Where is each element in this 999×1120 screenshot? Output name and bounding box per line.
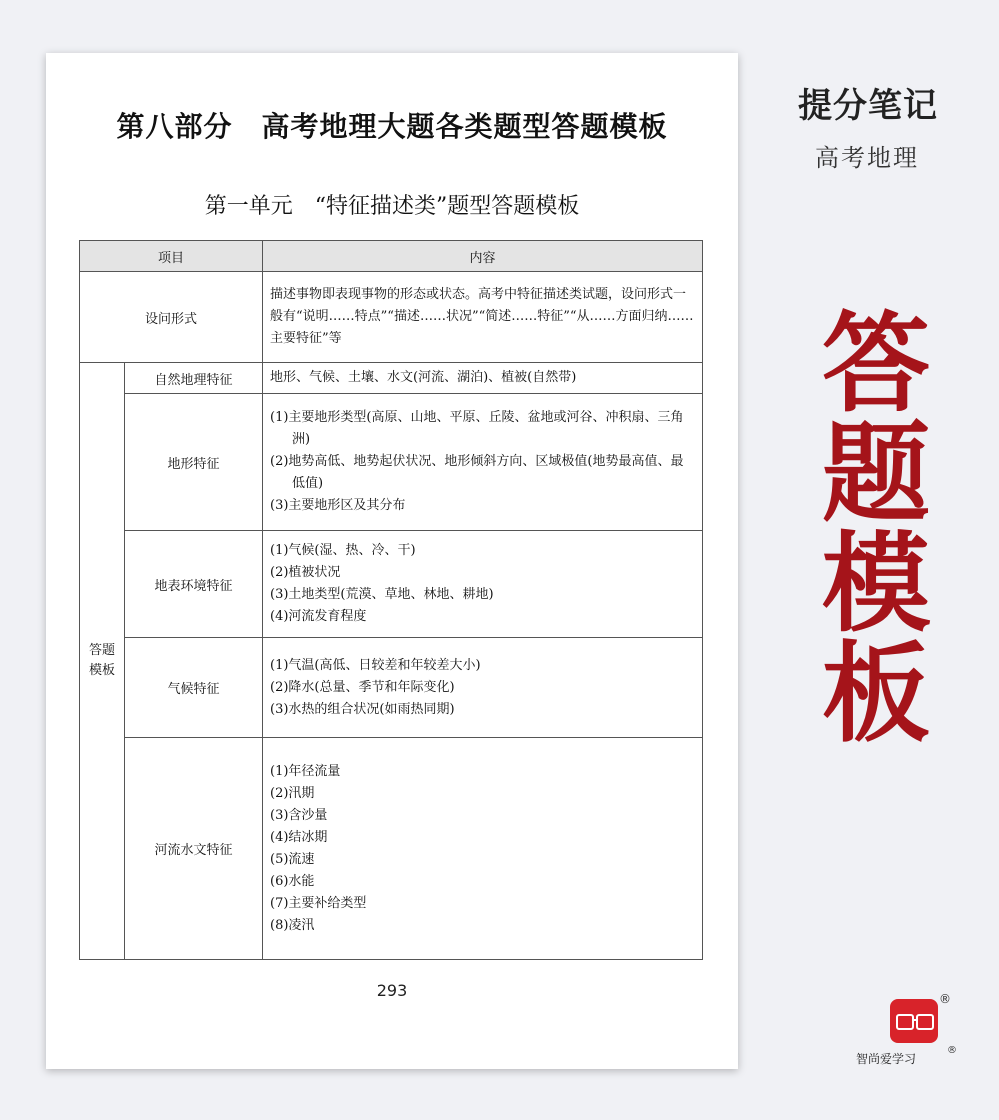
table-row — [80, 638, 703, 738]
template-table — [79, 240, 703, 960]
list-item: (3)主要地形区及其分布 — [270, 498, 406, 513]
big-char: 答 — [821, 302, 930, 427]
brand-logo-icon — [890, 999, 938, 1043]
row-content — [263, 638, 703, 738]
table-row — [80, 272, 703, 363]
list-item: (1)年径流量 — [270, 763, 341, 779]
group-label-line1: 答题 — [88, 643, 115, 658]
header-item: 项目 — [80, 241, 263, 272]
group-label — [80, 363, 125, 960]
table-row — [80, 394, 703, 531]
big-vertical-title — [816, 302, 936, 757]
page-number: 293 — [376, 981, 408, 1000]
question-form-label: 设问形式 — [80, 272, 263, 363]
table-row — [80, 363, 703, 394]
list-item: 地形、气候、土壤、水文(河流、湖泊)、植被(自然带) — [270, 370, 577, 385]
big-char: 模 — [821, 522, 930, 647]
row-label: 地表环境特征 — [125, 531, 263, 638]
list-item: (1)气温(高低、日较差和年较差大小) — [270, 657, 481, 673]
list-item: (2)汛期 — [270, 785, 315, 801]
list-item: (2)植被状况 — [270, 565, 341, 580]
row-content — [263, 394, 703, 531]
list-item: (4)河流发育程度 — [270, 609, 367, 624]
list-item: (1)主要地形类型(高原、山地、平原、丘陵、盆地或河谷、冲积扇、三角洲) — [270, 410, 684, 447]
document-page — [46, 53, 738, 1069]
main-title: 第八部分 高考地理大题各类题型答题模板 — [116, 110, 668, 143]
list-item: (4)结冰期 — [270, 829, 328, 845]
registered-mark: ® — [939, 992, 951, 1006]
list-item: (1)气候(湿、热、冷、干) — [270, 543, 416, 558]
row-label: 自然地理特征 — [125, 363, 263, 394]
list-item: (8)凌汛 — [270, 917, 315, 933]
table-row — [80, 738, 703, 960]
list-item: (2)地势高低、地势起伏状况、地形倾斜方向、区域极值(地势最高值、最低值) — [270, 454, 684, 491]
row-label: 地形特征 — [125, 394, 263, 531]
list-item: (3)土地类型(荒漠、草地、林地、耕地) — [270, 587, 494, 602]
table-row — [80, 531, 703, 638]
header-content: 内容 — [263, 241, 703, 272]
list-item: (2)降水(总量、季节和年际变化) — [270, 679, 455, 695]
list-item: (5)流速 — [270, 851, 315, 867]
registered-mark: ® — [947, 1045, 957, 1056]
row-content — [263, 363, 703, 394]
table-header-row — [80, 241, 703, 272]
big-char: 题 — [821, 412, 930, 537]
list-item: (6)水能 — [270, 873, 315, 889]
side-title: 提分笔记 — [798, 86, 938, 126]
side-subtitle: 高考地理 — [815, 144, 919, 172]
row-content — [263, 531, 703, 638]
brand-name: 智尚爱学习 — [856, 1052, 917, 1066]
list-item: (3)含沙量 — [270, 807, 328, 823]
unit-title: 第一单元 “特征描述类”题型答题模板 — [204, 194, 580, 219]
big-char: 板 — [821, 632, 930, 757]
row-label: 河流水文特征 — [125, 738, 263, 960]
question-form-text: 描述事物即表现事物的形态或状态。高考中特征描述类试题，设问形式一般有“说明……特点”“描述……状况”“简述……特征”“从……方面归纳……主要特征”等 — [263, 272, 703, 363]
group-label-line2: 模板 — [88, 663, 115, 678]
row-content — [263, 738, 703, 960]
list-item: (7)主要补给类型 — [270, 895, 367, 911]
row-label: 气候特征 — [125, 638, 263, 738]
list-item: (3)水热的组合状况(如雨热同期) — [270, 701, 455, 717]
